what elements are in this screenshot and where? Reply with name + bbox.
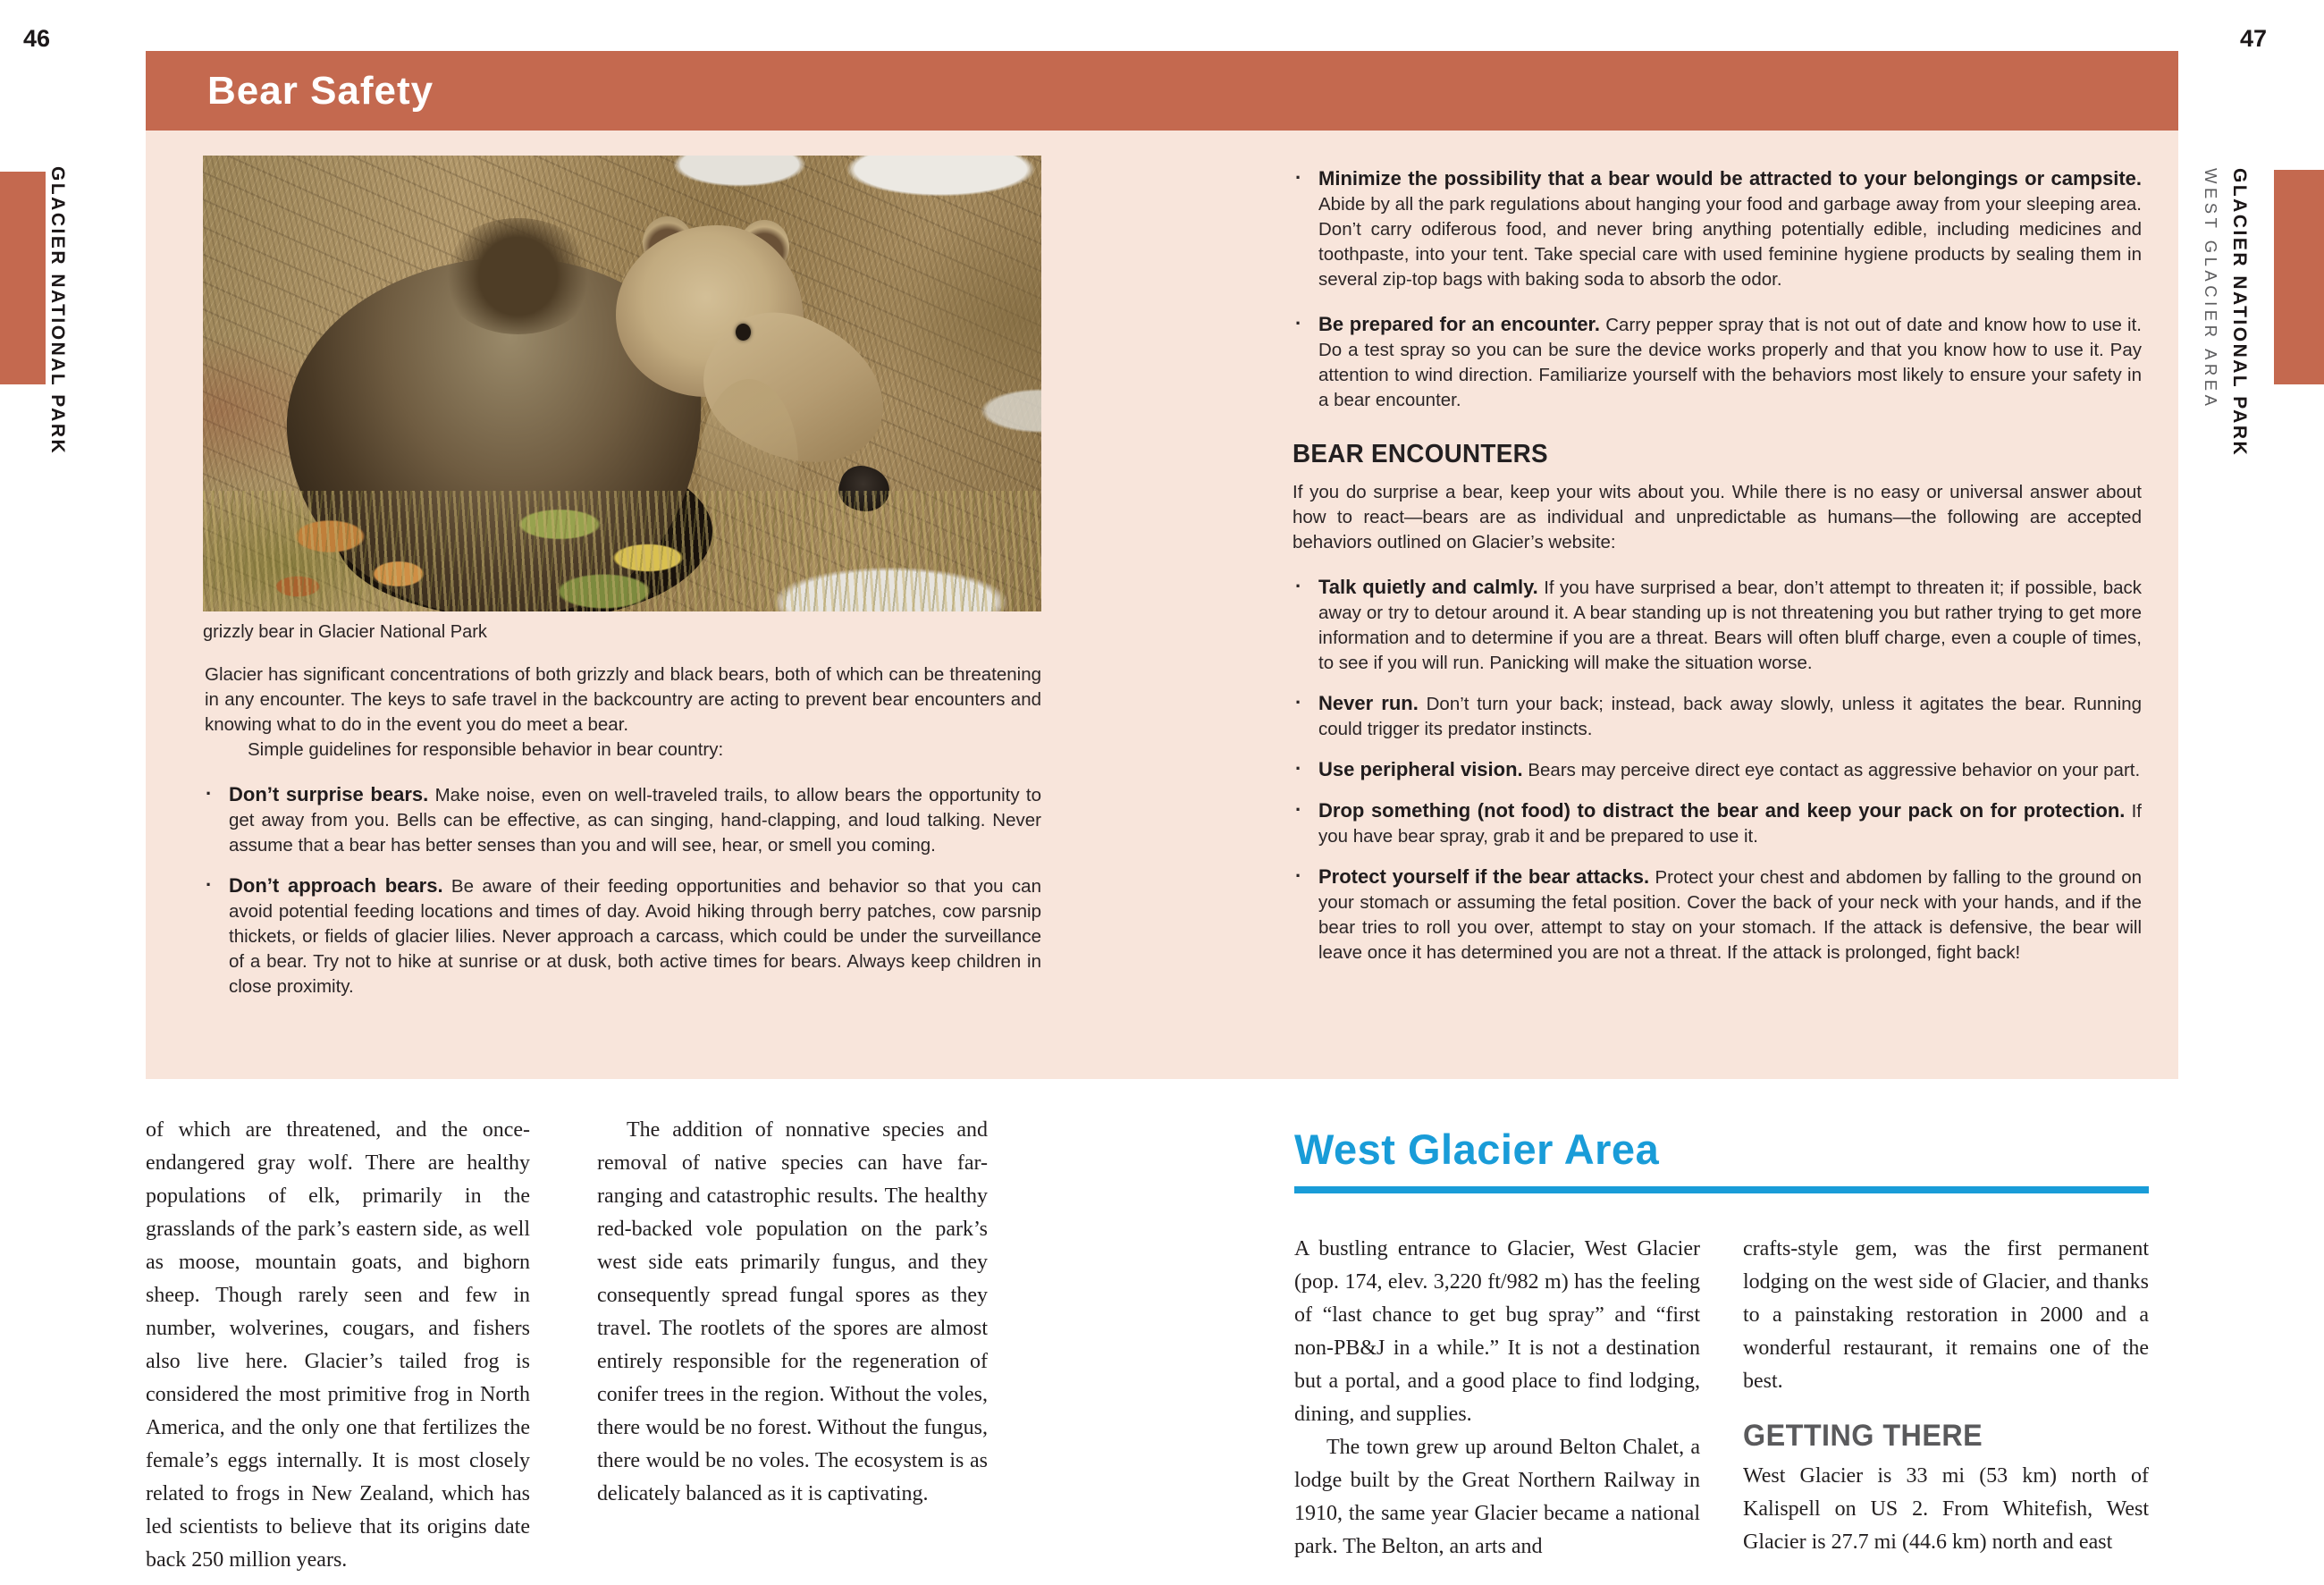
getting-there-text: West Glacier is 33 mi (53 km) north of Kalispell on US 2. From Whitefish, West Glacier is 27.7 mi (44.6 km) north and east	[1743, 1464, 2149, 1554]
foreground-grass	[203, 491, 1041, 611]
west-glacier-paragraph: The town grew up around Belton Chalet, a lodge built by the Great Northern Railway in 1910, the same year Glacier became a national park. The Belton, an arts and	[1294, 1436, 1700, 1558]
feature-title-bar	[146, 51, 2178, 131]
bear-guidelines-list	[203, 782, 1041, 999]
grizzly-bear-photo	[203, 156, 1041, 611]
behavior-text: If you have bear spray, grab it and be prepared to use it.	[1318, 801, 2142, 847]
wildlife-text-column-2	[597, 1114, 988, 1511]
feature-title: Bear Safety	[207, 68, 434, 113]
behavior-lead: Talk quietly and calmly.	[1318, 576, 1538, 598]
precaution-text: Abide by all the park regulations about hanging your food and garbage away from your sleeping area. Don’t carry odiferous food, and never bring anything potentially edible, including medicines and toothpaste, into your tent. Take special care with used feminine hygiene products by sealing them in several zip-top bags with baking soda to absorb the odor.	[1318, 194, 2142, 290]
guideline-text: Make noise, even on well-traveled trails, to allow bears the opportunity to get away from you. Bells can be effective, as can singing, hand-clapping, and loud talking. Never assume that a bear has better senses than you and will see, hear, or smell you coming.	[229, 785, 1041, 856]
west-glacier-columns	[1294, 1233, 2149, 1564]
list-item	[1293, 864, 2142, 965]
list-item	[1293, 575, 2142, 676]
right-sidebar-labels	[2201, 168, 2250, 457]
behavior-lead: Drop something (not food) to distract the bear and keep your pack on for protection.	[1318, 799, 2126, 822]
behavior-lead: Use peripheral vision.	[1318, 758, 1523, 780]
right-edge-tab-block	[2274, 170, 2324, 384]
page-number-left: 46	[23, 25, 51, 52]
list-item	[203, 873, 1041, 999]
heading-rule	[1294, 1186, 2149, 1193]
wildlife-paragraph: The addition of nonnative species and removal of native species can have far-ranging and catastrophic results. The healthy red-backed vole population on the park’s west side eats primarily fungus, and they consequently spread fungal spores as they travel. The rootlets of the spores are almost entirely responsible for the regeneration of conifer trees in the region. Without the voles, there would be no forest. Without the fungus, there would be no voles. The ecosystem is as delicately balanced as it is captivating.	[597, 1118, 988, 1505]
west-glacier-heading: West Glacier Area	[1294, 1126, 1660, 1173]
bear-behaviors-list	[1293, 575, 2142, 965]
list-item	[1293, 798, 2142, 849]
bear-safety-intro: Glacier has significant concentrations of both grizzly and black bears, both of which can be threatening in any encounter. The keys to safe travel in the backcountry are acting to prevent bear encounters and knowing what to do in the event you do meet a bear.	[205, 664, 1041, 735]
wildlife-text-column-1	[146, 1114, 530, 1577]
west-glacier-paragraph: crafts-style gem, was the first permanent lodging on the west side of Glacier, and thanks to a painstaking restoration in 2000 and a wonderful restaurant, it remains one of the best.	[1743, 1237, 2149, 1393]
bear-eye-shape	[736, 324, 751, 341]
behavior-text: Bears may perceive direct eye contact as aggressive behavior on your part.	[1528, 760, 2141, 780]
list-item	[1293, 691, 2142, 742]
behavior-text: Protect your chest and abdomen by falling to the ground on your stomach or assuming the fetal position. Cover the back of your neck with your hands, and if the bear tries to roll you over, attempt to stay on your stomach. If the attack is defensive, the bear will leave once it has determined you are not a threat. If the attack is prolonged, fight back!	[1318, 867, 2142, 963]
precaution-text: Carry pepper spray that is not out of date and know how to use it. Do a test spray so you can be sure the device works properly and that you know how to use it. Pay attention to wind direction. Familiarize yourself with the behaviors most likely to ensure your safety in a bear encounter.	[1318, 315, 2143, 410]
page-number-right: 47	[2240, 25, 2268, 52]
bear-encounters-heading: BEAR ENCOUNTERS	[1293, 440, 1548, 468]
bear-safety-feature-box	[146, 131, 2178, 1079]
west-glacier-column-1	[1294, 1233, 1700, 1564]
right-sidebar-section-label: WEST GLACIER AREA	[2202, 168, 2220, 410]
list-item	[1293, 166, 2142, 292]
behavior-lead: Never run.	[1318, 692, 1419, 714]
behavior-text: If you have surprised a bear, don’t attempt to threaten it; if possible, back away or try to detour around it. A bear standing up is not threatening you but rather trying to get more information and to determine if you are a threat. Bears will often bluff charge, even a couple of times, to see if you will run. Panicking will make the situation worse.	[1318, 578, 2142, 673]
feature-right-column	[1293, 166, 2142, 981]
right-sidebar-chapter-label: GLACIER NATIONAL PARK	[2229, 168, 2250, 458]
guideline-text: Be aware of their feeding opportunities and behavior so that you can avoid potential feeding locations and times of day. Avoid hiking through berry patches, cow parsnip thickets, or fields of glacier lilies. Never approach a carcass, which could be under the surveillance of a bear. Try not to hike at sunrise or at dusk, both active times for bears. Always keep children in close proximity.	[229, 876, 1041, 997]
feature-left-column	[203, 156, 1041, 1015]
wildlife-paragraph: of which are threatened, and the once-endangered gray wolf. There are healthy populations of elk, primarily in the grasslands of the park’s eastern side, as well as moose, mountain goats, and bighorn sheep. Though rarely seen and few in number, wolverines, cougars, and fishers also live here. Glacier’s tailed frog is considered the most primitive frog in North America, and the only one that fertilizes the female’s eggs internally. It is most closely related to frogs in New Zealand, which has led scientists to believe that its origins date back 250 million years.	[146, 1118, 530, 1572]
guideline-lead: Don’t surprise bears.	[229, 783, 429, 805]
bear-precautions-list	[1293, 166, 2142, 413]
precaution-lead: Be prepared for an encounter.	[1318, 313, 1601, 335]
precaution-lead: Minimize the possibility that a bear would be attracted to your belongings or campsite.	[1318, 167, 2142, 190]
left-edge-tab-block	[0, 172, 46, 384]
bear-safety-intro-2: Simple guidelines for responsible behavior in bear country:	[248, 739, 724, 760]
list-item	[203, 782, 1041, 858]
west-glacier-section	[1294, 1125, 2149, 1564]
list-item	[1293, 757, 2142, 783]
bear-encounters-intro: If you do surprise a bear, keep your wits about you. While there is no easy or universal answer about how to react—bears are as individual and unpredictable as humans—the following are accepted behaviors outlined on Glacier’s website:	[1293, 482, 2142, 552]
behavior-lead: Protect yourself if the bear attacks.	[1318, 865, 1650, 888]
photo-caption: grizzly bear in Glacier National Park	[203, 622, 487, 642]
guideline-lead: Don’t approach bears.	[229, 874, 443, 897]
bear-hump-shape	[440, 218, 596, 334]
west-glacier-column-2	[1743, 1233, 2149, 1564]
getting-there-heading: GETTING THERE	[1743, 1419, 1983, 1453]
west-glacier-paragraph: A bustling entrance to Glacier, West Glacier (pop. 174, elev. 3,220 ft/982 m) has the feeling of “last chance to get bug spray” and “first non-PB&J in a while.” It is not a destination but a portal, and a good place to find lodging, dining, and supplies.	[1294, 1237, 1700, 1426]
list-item	[1293, 312, 2142, 413]
left-sidebar-label: GLACIER NATIONAL PARK	[47, 166, 68, 456]
behavior-text: Don’t turn your back; instead, back away slowly, unless it agitates the bear. Running could trigger its predator instincts.	[1318, 694, 2143, 739]
